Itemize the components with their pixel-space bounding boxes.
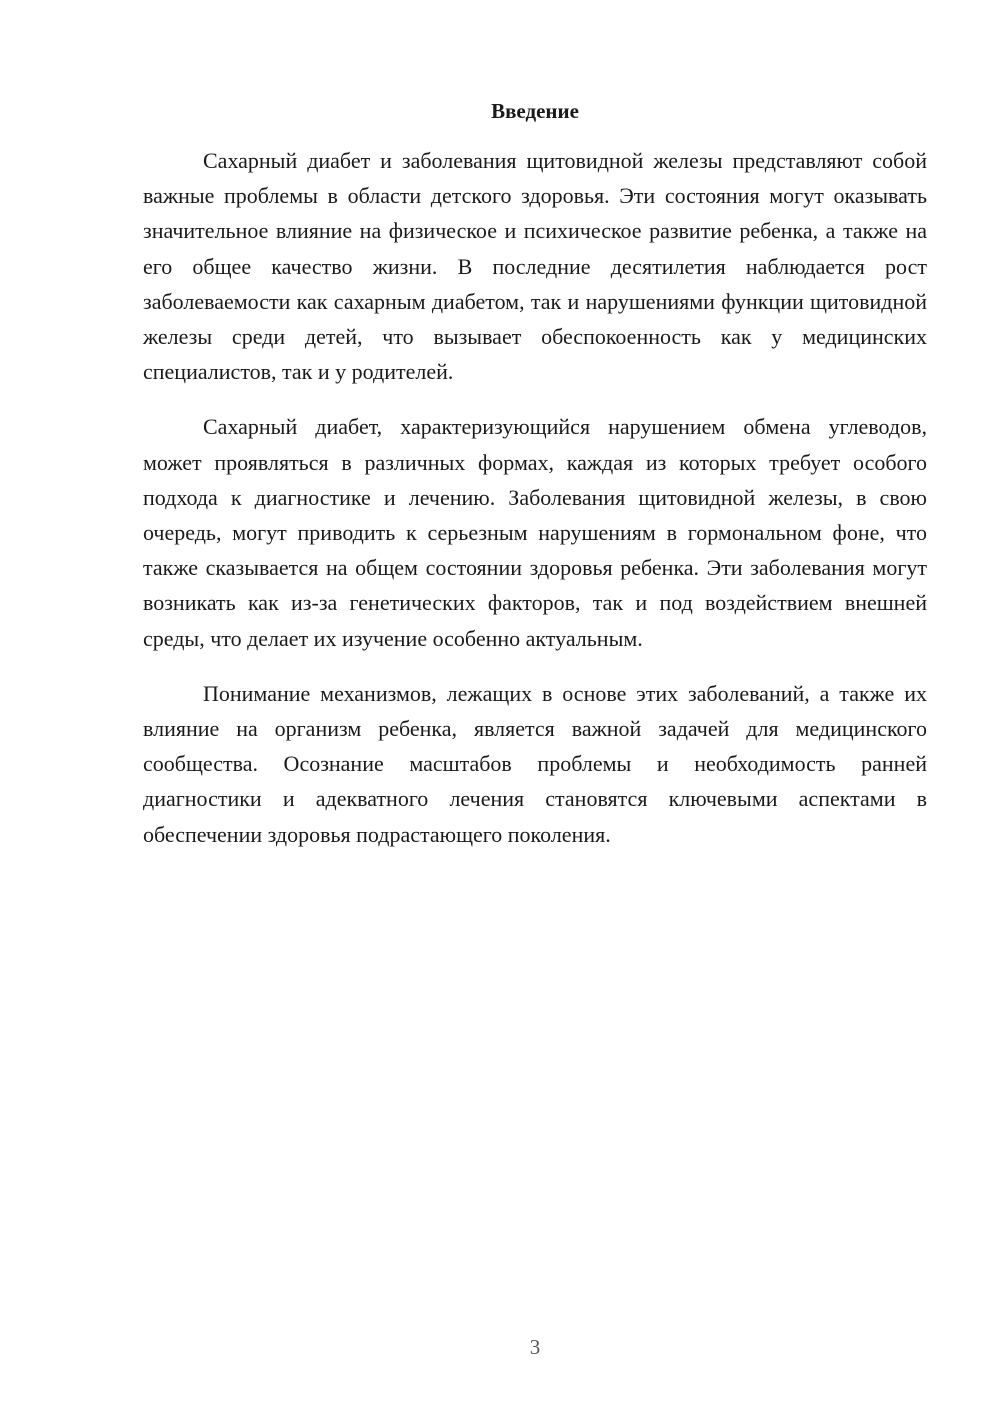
page-number: 3 bbox=[529, 1335, 541, 1359]
body-text bbox=[143, 143, 927, 872]
paragraph-1: Сахарный диабет и заболевания щитовидной железы представляют собой важные проблемы в области детского здоровья. Эти состояния могут оказывать значительное влияние на физическое и психическое развитие ребенка, а также на его общее качество жизни. В последние десятилетия наблюдается рост заболеваемости как сахарным диабетом, так и нарушениями функции щитовидной железы среди детей, что вызывает обеспокоенность как у медицинских специалистов, так и у родителей. bbox=[143, 148, 927, 385]
section-heading: Введение bbox=[491, 99, 579, 123]
paragraph-3: Понимание механизмов, лежащих в основе этих заболеваний, а также их влияние на организм ребенка, является важной задачей для медицинского сообщества. Осознание масштабов проблемы и необходимость ранней диагностики и адекватного лечения становятся ключевыми аспектами в обеспечении здоровья подрастающего поколения. bbox=[143, 680, 927, 847]
paragraph-2: Сахарный диабет, характеризующийся нарушением обмена углеводов, может проявляться в различных формах, каждая из которых требует особого подхода к диагностике и лечению. Заболевания щитовидной железы, в свою очередь, могут приводить к серьезным нарушениям в гормональном фоне, что также сказывается на общем состоянии здоровья ребенка. Эти заболевания могут возникать как из-за генетических факторов, так и под воздействием внешней среды, что делает их изучение особенно актуальным. bbox=[143, 414, 927, 651]
